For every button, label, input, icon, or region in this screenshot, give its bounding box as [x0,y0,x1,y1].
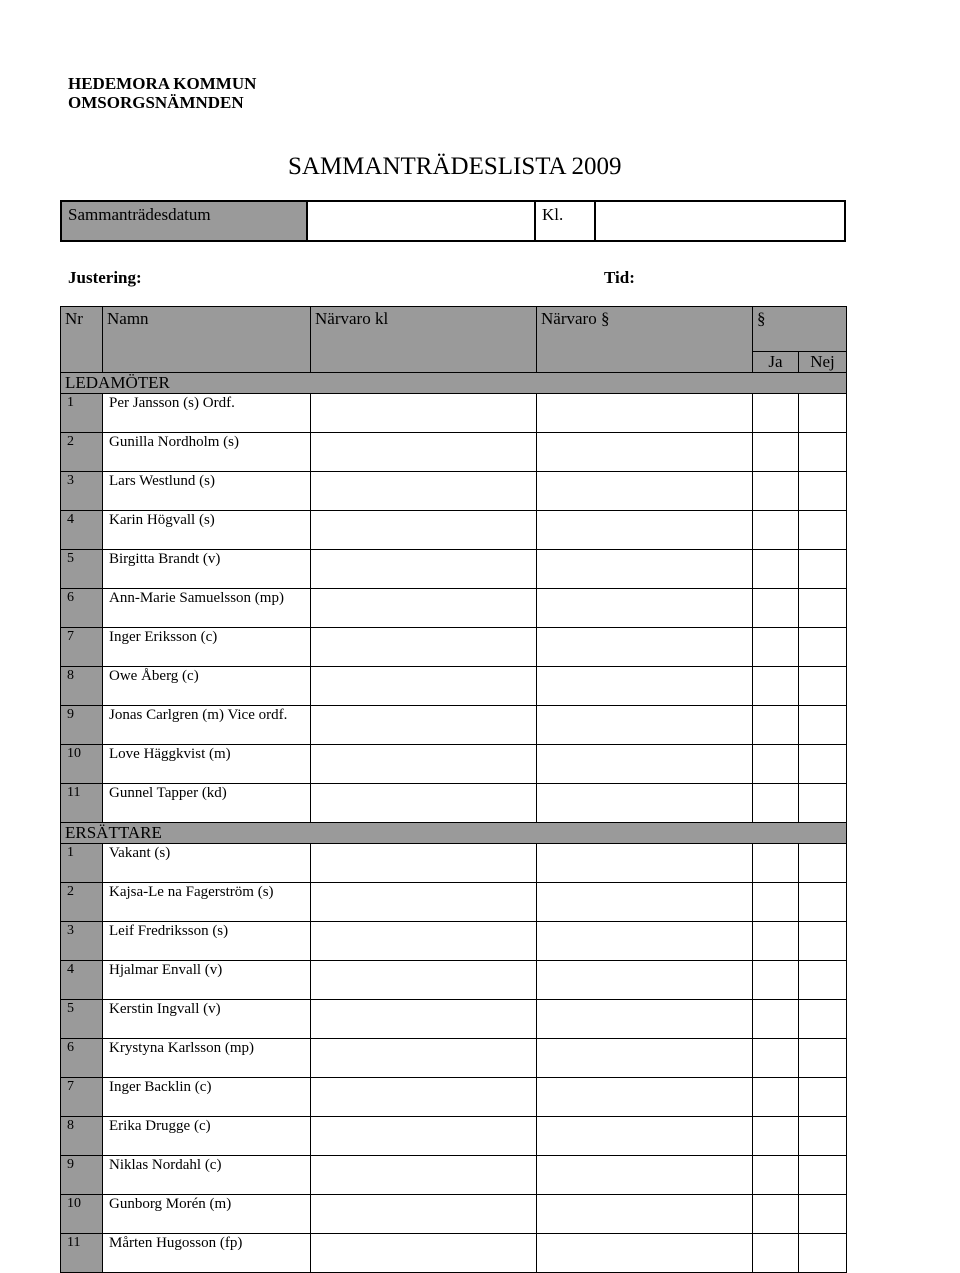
meeting-date-box [60,200,846,242]
nej-cell[interactable] [799,1000,847,1039]
table-row [61,511,847,550]
nej-cell[interactable] [799,922,847,961]
col-narvaro-par-header: Närvaro § [537,307,753,373]
narvaro-kl-cell[interactable] [311,961,537,1000]
row-name: Ann-Marie Samuelsson (mp) [103,589,311,628]
row-number: 3 [61,472,103,511]
ja-cell[interactable] [753,511,799,550]
table-row [61,472,847,511]
narvaro-kl-cell[interactable] [311,784,537,823]
nej-cell[interactable] [799,1039,847,1078]
narvaro-par-cell[interactable] [537,394,753,433]
row-name: Inger Eriksson (c) [103,628,311,667]
table-row [61,667,847,706]
narvaro-kl-cell[interactable] [311,883,537,922]
row-number: 7 [61,628,103,667]
nej-cell[interactable] [799,961,847,1000]
narvaro-par-cell[interactable] [537,1078,753,1117]
narvaro-par-cell[interactable] [537,511,753,550]
row-number: 3 [61,922,103,961]
narvaro-par-cell[interactable] [537,589,753,628]
narvaro-par-cell[interactable] [537,667,753,706]
ja-cell[interactable] [753,667,799,706]
row-name: Jonas Carlgren (m) Vice ordf. [103,706,311,745]
nej-cell[interactable] [799,883,847,922]
narvaro-par-cell[interactable] [537,433,753,472]
row-number: 10 [61,1195,103,1234]
ja-cell[interactable] [753,1117,799,1156]
row-number: 9 [61,706,103,745]
row-name: Gunilla Nordholm (s) [103,433,311,472]
row-number: 8 [61,667,103,706]
justering-label: Justering: [68,268,142,287]
nej-cell[interactable] [799,1195,847,1234]
narvaro-par-cell[interactable] [537,1234,753,1273]
row-number: 1 [61,844,103,883]
row-number: 6 [61,589,103,628]
row-name: Niklas Nordahl (c) [103,1156,311,1195]
ja-cell[interactable] [753,1234,799,1273]
table-header-row [61,307,847,352]
row-name: Gunborg Morén (m) [103,1195,311,1234]
narvaro-kl-cell[interactable] [311,1039,537,1078]
narvaro-par-cell[interactable] [537,961,753,1000]
ja-cell[interactable] [753,1039,799,1078]
table-row [61,394,847,433]
ja-cell[interactable] [753,1195,799,1234]
row-name: Lars Westlund (s) [103,472,311,511]
narvaro-kl-cell[interactable] [311,922,537,961]
ja-cell[interactable] [753,1078,799,1117]
org-name: HEDEMORA KOMMUN [68,74,257,93]
row-number: 1 [61,394,103,433]
table-row [61,883,847,922]
section-members-label: LEDAMÖTER [61,373,847,394]
ja-cell[interactable] [753,961,799,1000]
table-row [61,1039,847,1078]
table-row [61,550,847,589]
ja-cell[interactable] [753,706,799,745]
narvaro-par-cell[interactable] [537,1000,753,1039]
row-number: 6 [61,1039,103,1078]
ja-cell[interactable] [753,394,799,433]
nej-cell[interactable] [799,472,847,511]
table-row [61,745,847,784]
narvaro-par-cell[interactable] [537,844,753,883]
tid-label: Tid: [604,268,635,287]
narvaro-kl-cell[interactable] [311,706,537,745]
row-name: Leif Fredriksson (s) [103,922,311,961]
col-nej-header: Nej [799,352,847,373]
narvaro-kl-cell[interactable] [311,1234,537,1273]
narvaro-kl-cell[interactable] [311,394,537,433]
row-name: Kerstin Ingvall (v) [103,1000,311,1039]
table-row [61,706,847,745]
kl-label: Kl. [536,202,596,240]
narvaro-kl-cell[interactable] [311,844,537,883]
row-name: Love Häggkvist (m) [103,745,311,784]
ja-cell[interactable] [753,550,799,589]
row-name: Inger Backlin (c) [103,1078,311,1117]
table-row [61,1117,847,1156]
row-name: Krystyna Karlsson (mp) [103,1039,311,1078]
section-substitutes [61,823,847,844]
row-number: 8 [61,1117,103,1156]
row-name: Gunnel Tapper (kd) [103,784,311,823]
row-number: 10 [61,745,103,784]
table-row [61,589,847,628]
row-number: 11 [61,784,103,823]
nej-cell[interactable] [799,394,847,433]
narvaro-par-cell[interactable] [537,1156,753,1195]
narvaro-par-cell[interactable] [537,1039,753,1078]
nej-cell[interactable] [799,844,847,883]
table-row [61,1000,847,1039]
nej-cell[interactable] [799,706,847,745]
narvaro-kl-cell[interactable] [311,472,537,511]
narvaro-kl-cell[interactable] [311,511,537,550]
nej-cell[interactable] [799,511,847,550]
narvaro-par-cell[interactable] [537,628,753,667]
row-name: Hjalmar Envall (v) [103,961,311,1000]
col-ja-header: Ja [753,352,799,373]
row-name: Per Jansson (s) Ordf. [103,394,311,433]
narvaro-par-cell[interactable] [537,550,753,589]
row-number: 4 [61,511,103,550]
narvaro-par-cell[interactable] [537,784,753,823]
narvaro-kl-cell[interactable] [311,1195,537,1234]
table-row [61,1234,847,1273]
table-row [61,784,847,823]
narvaro-par-cell[interactable] [537,745,753,784]
row-number: 9 [61,1156,103,1195]
narvaro-kl-cell[interactable] [311,1117,537,1156]
row-number: 5 [61,1000,103,1039]
narvaro-kl-cell[interactable] [311,1078,537,1117]
row-number: 11 [61,1234,103,1273]
section-substitutes-label: ERSÄTTARE [61,823,847,844]
col-nr-header: Nr [61,307,103,373]
nej-cell[interactable] [799,433,847,472]
nej-cell[interactable] [799,784,847,823]
meeting-date-field[interactable] [308,202,536,240]
narvaro-kl-cell[interactable] [311,589,537,628]
narvaro-kl-cell[interactable] [311,1156,537,1195]
row-number: 4 [61,961,103,1000]
meeting-date-label: Sammanträdesdatum [62,202,308,240]
narvaro-par-cell[interactable] [537,922,753,961]
row-number: 2 [61,883,103,922]
narvaro-par-cell[interactable] [537,883,753,922]
row-name: Kajsa-Le na Fagerström (s) [103,883,311,922]
row-name: Owe Åberg (c) [103,667,311,706]
ja-cell[interactable] [753,628,799,667]
col-narvaro-kl-header: Närvaro kl [311,307,537,373]
ja-cell[interactable] [753,1156,799,1195]
narvaro-kl-cell[interactable] [311,550,537,589]
row-number: 7 [61,1078,103,1117]
org-committee: OMSORGSNÄMNDEN [68,93,244,112]
table-row [61,1078,847,1117]
table-row [61,628,847,667]
narvaro-par-cell[interactable] [537,706,753,745]
col-par-header: § [753,307,847,352]
ja-cell[interactable] [753,784,799,823]
ja-cell[interactable] [753,1000,799,1039]
ja-cell[interactable] [753,922,799,961]
row-name: Erika Drugge (c) [103,1117,311,1156]
ja-cell[interactable] [753,433,799,472]
nej-cell[interactable] [799,745,847,784]
narvaro-par-cell[interactable] [537,472,753,511]
table-row [61,844,847,883]
row-number: 5 [61,550,103,589]
table-row [61,433,847,472]
table-row [61,922,847,961]
ja-cell[interactable] [753,844,799,883]
narvaro-kl-cell[interactable] [311,1000,537,1039]
row-name: Mårten Hugosson (fp) [103,1234,311,1273]
nej-cell[interactable] [799,628,847,667]
row-name: Karin Högvall (s) [103,511,311,550]
nej-cell[interactable] [799,1078,847,1117]
ja-cell[interactable] [753,589,799,628]
table-row [61,1195,847,1234]
col-namn-header: Namn [103,307,311,373]
nej-cell[interactable] [799,1117,847,1156]
table-row [61,961,847,1000]
narvaro-kl-cell[interactable] [311,628,537,667]
attendance-table [60,306,847,1273]
ja-cell[interactable] [753,883,799,922]
narvaro-kl-cell[interactable] [311,433,537,472]
table-row [61,1156,847,1195]
nej-cell[interactable] [799,1234,847,1273]
nej-cell[interactable] [799,589,847,628]
nej-cell[interactable] [799,1156,847,1195]
nej-cell[interactable] [799,667,847,706]
narvaro-kl-cell[interactable] [311,667,537,706]
narvaro-par-cell[interactable] [537,1195,753,1234]
row-name: Vakant (s) [103,844,311,883]
page-title: SAMMANTRÄDESLISTA 2009 [288,153,622,180]
nej-cell[interactable] [799,550,847,589]
ja-cell[interactable] [753,472,799,511]
ja-cell[interactable] [753,745,799,784]
narvaro-kl-cell[interactable] [311,745,537,784]
row-number: 2 [61,433,103,472]
row-name: Birgitta Brandt (v) [103,550,311,589]
section-members [61,373,847,394]
narvaro-par-cell[interactable] [537,1117,753,1156]
